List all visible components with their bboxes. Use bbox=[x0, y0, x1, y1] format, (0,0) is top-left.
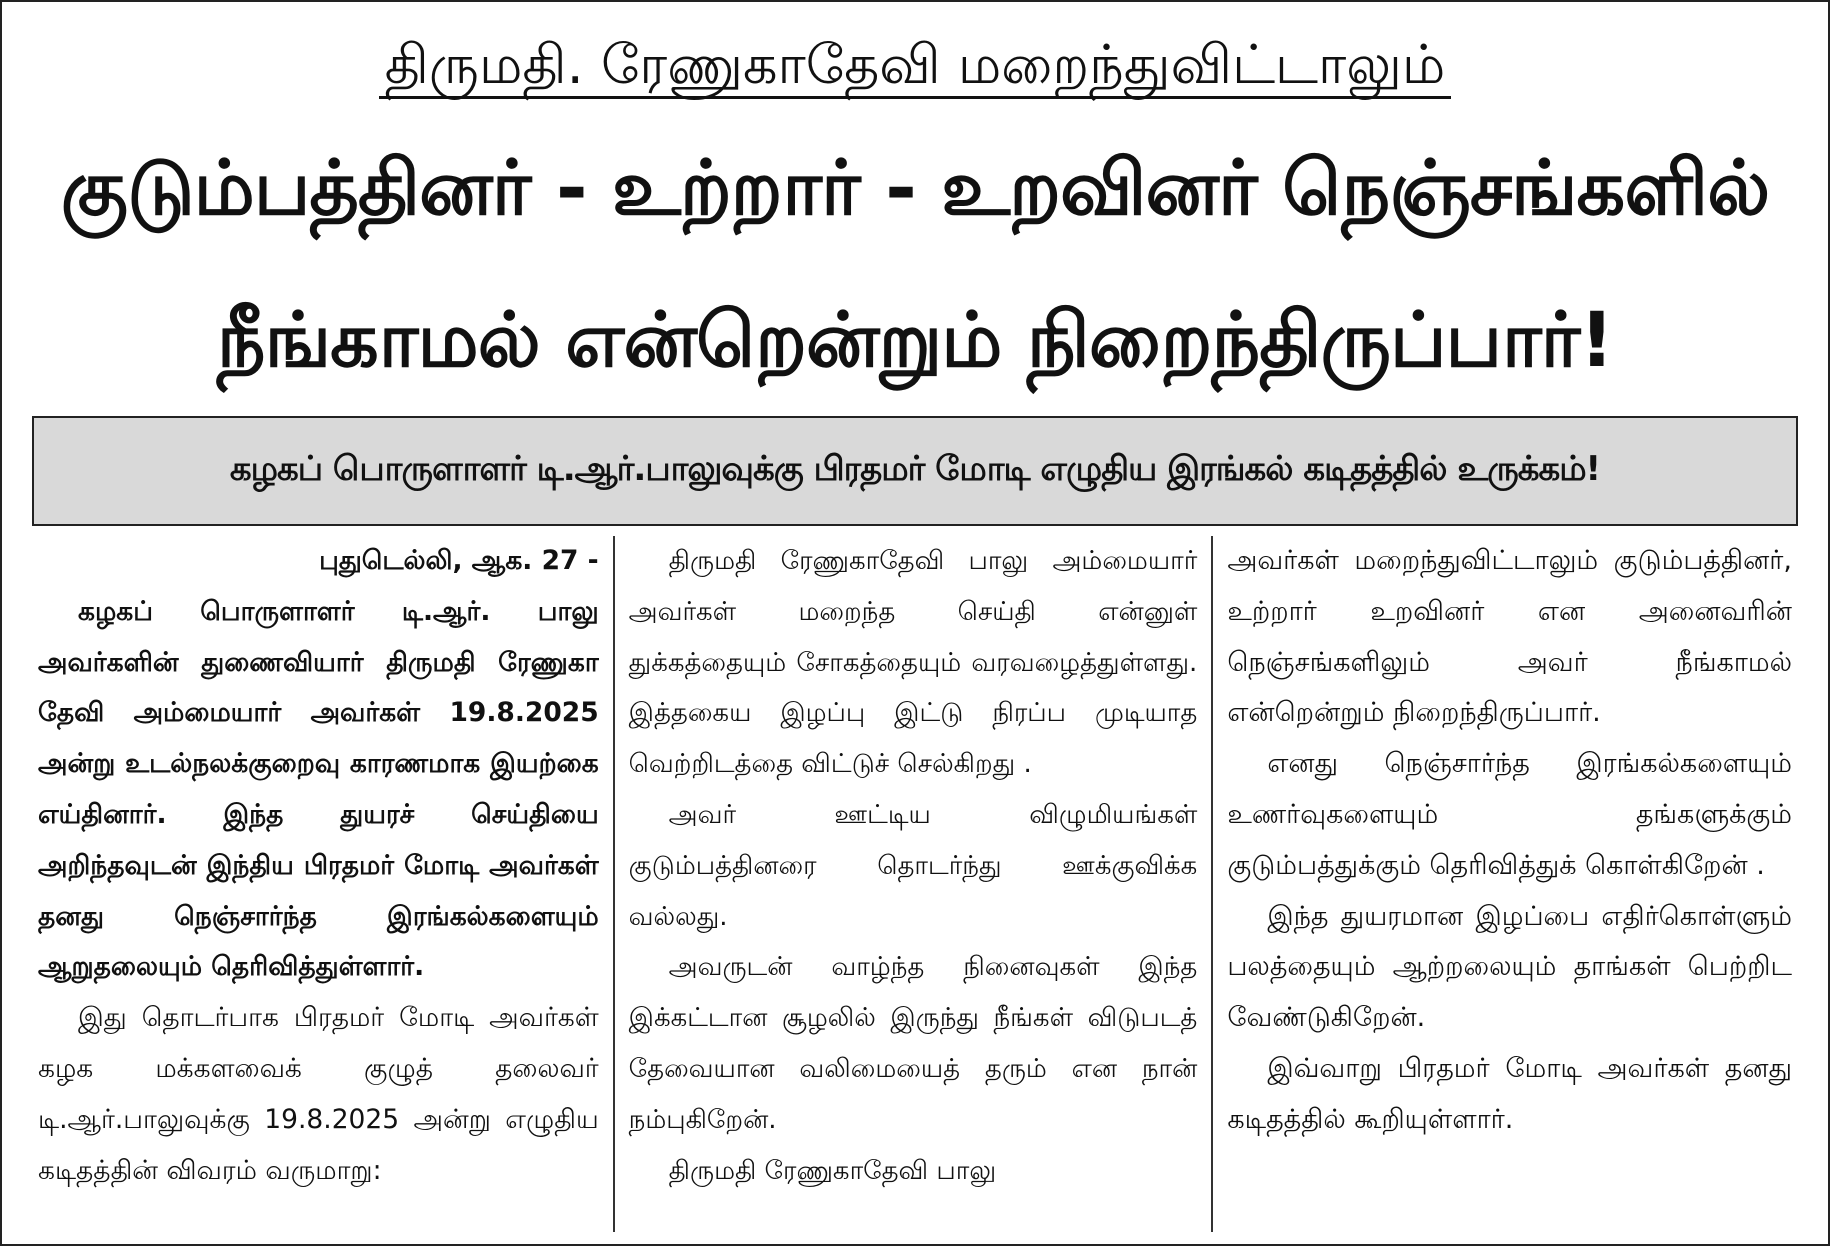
paragraph: அவருடன் வாழ்ந்த நினைவுகள் இந்த இக்கட்டான சூழலில் இருந்து நீங்கள் விடுபடத் தேவையான வலிமையைத் தரும் என நான் நம்புகிறேன். bbox=[628, 952, 1198, 1135]
paragraph: இவ்வாறு பிரதமர் மோடி அவர்கள் தனது கடிதத்தில் கூறியுள்ளார். bbox=[1227, 1052, 1792, 1135]
paragraph: திருமதி ரேணுகாதேவி பாலு அம்மையார் அவர்கள் மறைந்த செய்தி என்னுள் துக்கத்தையும் சோகத்தையும் வரவழைத்துள்ளது. இத்தகைய இழப்பு இட்டு நிரப்ப முடியாத வெற்றிடத்தை விட்டுச் செல்கிறது . bbox=[628, 546, 1198, 780]
paragraph: திருமதி ரேணுகாதேவி பாலு bbox=[668, 1155, 997, 1186]
paragraph: இந்த துயரமான இழப்பை எதிர்கொள்ளும் பலத்தையும் ஆற்றலையும் தாங்கள் பெற்றிட வேண்டுகிறேன். bbox=[1227, 900, 1792, 1034]
kicker-line bbox=[2, 30, 1828, 100]
paragraph: எனது நெஞ்சார்ந்த இரங்கல்களையும் உணர்வுகளையும் தங்களுக்கும் குடும்பத்துக்கும் தெரிவித்துக் கொள்கிறேன் . bbox=[1227, 748, 1792, 881]
kicker-text: திருமதி. ரேணுகாதேவி மறைந்துவிட்டாலும் bbox=[379, 33, 1452, 99]
column-3 bbox=[1211, 536, 1806, 1232]
headline-line-2: நீங்காமல் என்றென்றும் நிறைந்திருப்பார்! bbox=[216, 295, 1614, 384]
paragraph: அவர் ஊட்டிய விழுமியங்கள் குடும்பத்தினரை தொடர்ந்து ஊக்குவிக்க வல்லது. bbox=[628, 799, 1198, 932]
article-body bbox=[24, 536, 1806, 1232]
paragraph: அவர்கள் மறைந்துவிட்டாலும் குடும்பத்தினர், உற்றார் உறவினர் என அனைவரின் நெஞ்சங்களிலும் அவர் நீங்காமல் என்றென்றும் நிறைந்திருப்பார். bbox=[1227, 545, 1792, 729]
column-1 bbox=[24, 536, 613, 1232]
dateline: புதுடெல்லி, ஆக. 27 - bbox=[319, 545, 599, 576]
column-2 bbox=[613, 536, 1212, 1232]
lead-paragraph: கழகப் பொருளாளர் டி.ஆர். பாலு அவர்களின் துணைவியார் திருமதி ரேணுகா தேவி அம்மையார் அவர்கள் 19.8.2025 அன்று உடல்நலக்குறைவு காரணமாக இயற்கை எய்தினார். இந்த துயரச் செய்தியை அறிந்தவுடன் இந்திய பிரதமர் மோடி அவர்கள் தனது நெஞ்சார்ந்த இரங்கல்களையும் ஆறுதலையும் தெரிவித்துள்ளார். bbox=[38, 595, 599, 983]
paragraph: இது தொடர்பாக பிரதமர் மோடி அவர்கள் கழக மக்களவைக் குழுத் தலைவர் டி.ஆர்.பாலுவுக்கு 19.8.2025 அன்று எழுதிய கடிதத்தின் விவரம் வருமாறு: bbox=[38, 1002, 599, 1186]
headline-line-1: குடும்பத்தினர் - உற்றார் - உறவினர் நெஞ்சங்களில் bbox=[60, 143, 1770, 232]
subheadline-box: கழகப் பொருளாளர் டி.ஆர்.பாலுவுக்கு பிரதமர் மோடி எழுதிய இரங்கல் கடிதத்தில் உருக்கம்! bbox=[32, 416, 1798, 526]
